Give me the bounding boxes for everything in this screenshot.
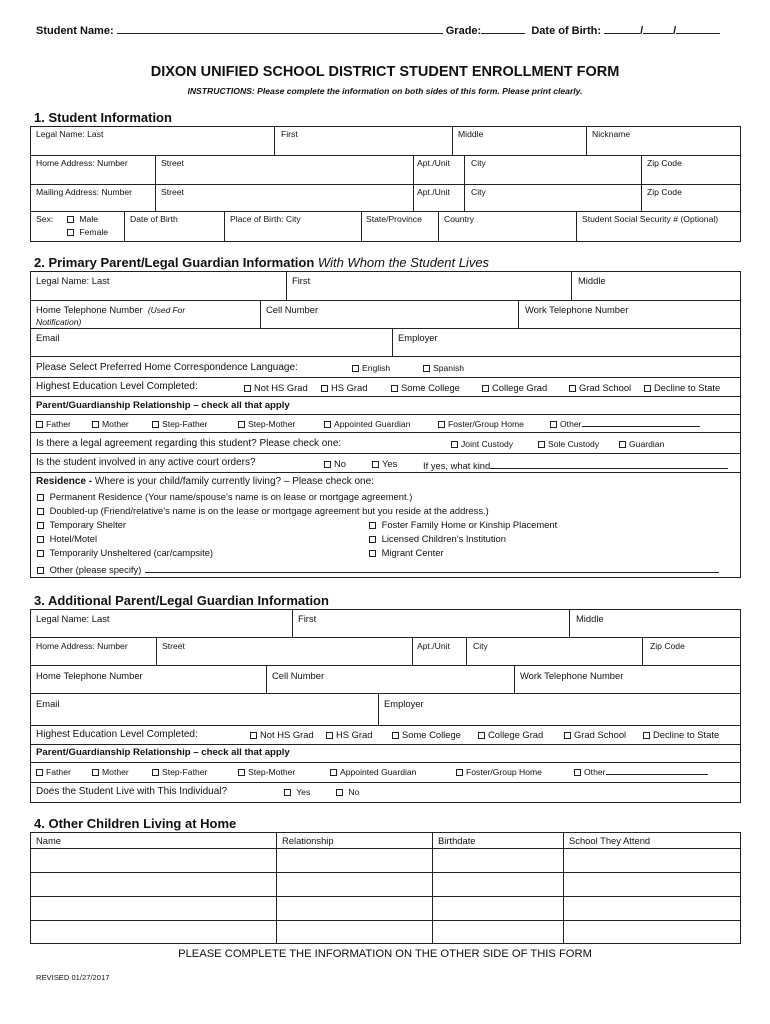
col-header-birthdate: Birthdate [438,835,476,846]
checkbox-icon [574,769,581,776]
residence-option-label: Migrant Center [381,547,444,558]
s1-pob-label: Place of Birth: City [230,214,301,224]
s3-edu-option[interactable] [326,729,372,740]
checkbox-icon [37,550,44,557]
s3-last-label: Legal Name: Last [36,613,110,624]
male-label: Male [79,214,99,224]
s3-cell-label: Cell Number [272,670,325,681]
s2-cell-label: Cell Number [266,304,319,315]
checkbox-icon [451,441,458,448]
checkbox-icon [369,536,376,543]
s2-rel-option[interactable] [438,419,524,429]
s1-sex-label: Sex: [36,214,54,224]
residence-option-label: Hotel/Motel [49,533,98,544]
s2-edu-option[interactable] [644,382,720,393]
residence-option-label: Permanent Residence (Your name/spouse’s name is on lease or mortgage agreement.) [49,491,413,502]
s2-edu-option[interactable] [482,382,547,393]
section-4-heading: 4. Other Children Living at Home [34,816,237,831]
checkbox-icon [478,732,485,739]
s2-edu-option[interactable] [569,382,631,393]
checkbox-icon [92,769,99,776]
residence-other-option[interactable] [37,564,719,575]
s3-edu-option[interactable] [478,729,543,740]
checkbox-icon [238,421,245,428]
legal-option-label: Guardian [629,439,665,449]
checkbox-icon [569,385,576,392]
checkbox-icon [37,567,44,574]
checkbox-icon [369,550,376,557]
dob-day-field[interactable] [643,33,673,34]
grade-field[interactable] [481,33,525,34]
legal-option-label: Joint Custody [461,439,514,449]
s3-edu-option[interactable] [250,729,314,740]
female-label: Female [79,227,109,237]
checkbox-icon [643,732,650,739]
dob-slash: / [640,25,644,37]
residence-option[interactable] [369,547,444,558]
s1-mail-zip-label: Zip Code [647,187,682,197]
rel-option-label: Foster/Group Home [466,767,542,777]
edu-option-label: HS Grad [336,729,373,740]
rel-option-label: Step-Father [162,767,208,777]
residence-other-label: Other (please specify) [49,564,142,575]
s2-rel-other-option[interactable] [550,419,700,429]
court-no-checkbox[interactable] [324,458,346,469]
checkbox-icon [36,421,43,428]
s3-edu-option[interactable] [392,729,461,740]
residence-other-field[interactable] [145,572,719,573]
checkbox-icon [372,461,379,468]
checkbox-icon [284,789,291,796]
s3-work-tel-label: Work Telephone Number [520,670,624,681]
s1-apt-label: Apt./Unit [417,158,450,168]
s3-rel-option[interactable] [456,767,542,777]
s2-rel-option[interactable] [324,419,410,429]
court-yes-label: Yes [382,458,398,469]
col-header-name: Name [36,835,62,846]
checkbox-icon [326,732,333,739]
checkbox-icon [482,385,489,392]
s3-rel-option[interactable] [36,767,71,777]
s3-apt-label: Apt./Unit [417,641,450,651]
checkbox-icon [336,789,343,796]
col-header-relationship: Relationship [282,835,334,846]
s2-rel-option[interactable] [238,419,295,429]
checkbox-icon [250,732,257,739]
checkbox-icon [456,769,463,776]
live-no-checkbox[interactable] [336,787,359,797]
grade-label: Grade: [445,25,482,37]
checkbox-icon [619,441,626,448]
legal-option-label: Sole Custody [548,439,600,449]
residence-option[interactable] [37,491,412,502]
checkbox-icon [37,508,44,515]
s3-rel-option[interactable] [152,767,207,777]
s1-mail-city-label: City [471,187,486,197]
checkbox-icon [369,522,376,529]
s3-middle-label: Middle [576,613,604,624]
s1-street-label: Street [161,158,184,168]
legal-option[interactable] [451,439,513,449]
dob-year-field[interactable] [676,33,720,34]
s1-ssn-label: Student Social Security # (Optional) [582,214,719,224]
court-kind [423,460,728,471]
checkbox-icon [152,769,159,776]
s2-home-tel-text: Home Telephone Number [36,304,143,315]
checkbox-icon [550,421,557,428]
rel-option-label: Foster/Group Home [448,419,524,429]
dob-slash: / [673,25,677,37]
s3-rel-option[interactable] [92,767,129,777]
residence-option[interactable] [369,533,506,544]
checkbox-icon [238,769,245,776]
s3-home-tel-label: Home Telephone Number [36,670,143,681]
rel-other-field[interactable] [606,774,708,775]
edu-option-label: HS Grad [331,382,368,393]
rel-option-label: Mother [102,767,129,777]
checkbox-icon [352,365,359,372]
dob-label: Date of Birth: [531,25,602,37]
live-yes-checkbox[interactable] [284,787,310,797]
edu-option-label: Decline to State [653,729,720,740]
s1-zip-label: Zip Code [647,158,682,168]
court-no-label: No [334,458,346,469]
residence-option[interactable] [369,519,557,530]
s2-education-question: Highest Education Level Completed: [36,381,198,392]
lang-english-label: English [362,363,391,373]
edu-option-label: Grad School [579,382,632,393]
s1-last-label: Legal Name: Last [36,129,104,139]
court-yes-checkbox[interactable] [372,458,397,469]
edu-option-label: College Grad [488,729,544,740]
rel-option-label: Step-Father [162,419,208,429]
dob-month-field[interactable] [604,33,640,34]
rel-option-label: Father [46,419,71,429]
rel-option-label: Father [46,767,71,777]
s1-mail-apt-label: Apt./Unit [417,187,450,197]
s3-edu-option[interactable] [643,729,719,740]
s3-street-label: Street [162,641,185,651]
checkbox-icon [37,536,44,543]
s1-middle-label: Middle [458,129,484,139]
top-line [36,25,720,37]
s2-home-tel-label [36,304,185,315]
checkbox-icon [37,494,44,501]
s3-rel-other-option[interactable] [574,767,708,777]
edu-option-label: Not HS Grad [254,382,308,393]
s2-legal-question: Is there a legal agreement regarding this student? Please check one: [36,438,342,449]
s2-relationship-question: Parent/Guardianship Relationship – check all that apply [36,400,290,411]
s2-court-question: Is the student involved in any active court orders? [36,457,256,468]
s2-rel-option[interactable] [92,419,129,429]
rel-option-label: Mother [102,419,129,429]
checkbox-icon [37,522,44,529]
s1-mail-street-label: Street [161,187,184,197]
s2-middle-label: Middle [578,275,606,286]
lang-spanish-checkbox[interactable] [423,363,464,373]
checkbox-icon [564,732,571,739]
s2-rel-option[interactable] [152,419,207,429]
s3-home-number-label: Home Address: Number [36,641,128,651]
checkbox-icon [391,385,398,392]
residence-question-text: Where is your child/family currently living? – Please check one: [94,476,374,487]
residence-option-label: Temporary Shelter [49,519,127,530]
revised-date: REVISED 01/27/2017 [36,973,110,982]
edu-option-label: College Grad [492,382,548,393]
legal-option[interactable] [619,439,664,449]
s2-email-label: Email [36,332,60,343]
live-yes-label: Yes [296,787,311,797]
checkbox-icon [321,385,328,392]
rel-option-label: Other [560,419,582,429]
s1-first-label: First [281,129,298,139]
checkbox-icon [324,461,331,468]
s1-city-label: City [471,158,486,168]
residence-option[interactable] [37,519,126,530]
s3-first-label: First [298,613,317,624]
s3-live-question: Does the Student Live with This Individual? [36,786,228,797]
col-header-school: School They Attend [569,835,651,846]
s3-employer-label: Employer [384,698,424,709]
edu-option-label: Some College [402,729,461,740]
section-1-heading: 1. Student Information [34,110,172,125]
s3-rel-option[interactable] [238,767,295,777]
checkbox-icon [538,441,545,448]
s3-education-question: Highest Education Level Completed: [36,729,198,740]
section-2-title: 2. Primary Parent/Legal Guardian Information [34,255,315,270]
rel-option-label: Step-Mother [248,767,296,777]
male-checkbox[interactable] [67,214,98,224]
s1-state-label: State/Province [366,214,422,224]
rel-option-label: Step-Mother [248,419,296,429]
lang-english-checkbox[interactable] [352,363,390,373]
checkbox-icon [644,385,651,392]
residence-option-label: Foster Family Home or Kinship Placement [381,519,558,530]
residence-option[interactable] [37,533,97,544]
s2-edu-option[interactable] [391,382,460,393]
residence-option-label: Doubled-up (Friend/relative’s name is on the lease or mortgage agreement but you reside at the address.) [49,505,489,516]
rel-option-label: Other [584,767,606,777]
court-kind-label: If yes, what kind [423,460,491,471]
checkbox-icon [67,216,74,223]
student-name-label: Student Name: [36,25,114,37]
residence-option-label: Licensed Children’s Institution [381,533,506,544]
s2-language-question: Please Select Preferred Home Correspondence Language: [36,362,298,373]
s1-dob-label: Date of Birth [130,214,178,224]
s2-home-tel-note: (Used For [147,305,186,315]
s2-rel-option[interactable] [36,419,71,429]
s3-email-label: Email [36,698,60,709]
checkbox-icon [244,385,251,392]
rel-option-label: Appointed Guardian [334,419,411,429]
s3-edu-option[interactable] [564,729,626,740]
section-2-heading [34,255,489,270]
checkbox-icon [92,421,99,428]
s2-notification-note: Notification) [36,317,82,327]
instructions: INSTRUCTIONS: Please complete the information on both sides of this form. Please print clearly. [187,86,583,96]
s3-rel-option[interactable] [330,767,416,777]
legal-option[interactable] [538,439,599,449]
section-3-heading: 3. Additional Parent/Legal Guardian Information [34,593,329,608]
residence-option[interactable] [37,547,213,558]
checkbox-icon [152,421,159,428]
female-checkbox[interactable] [67,227,108,237]
checkbox-icon [392,732,399,739]
section-2-subtitle: With Whom the Student Lives [317,255,490,270]
live-no-label: No [348,787,360,797]
checkbox-icon [67,229,74,236]
s2-employer-label: Employer [398,332,438,343]
s1-mail-number-label: Mailing Address: Number [36,187,133,197]
s3-relationship-question: Parent/Guardianship Relationship – check all that apply [36,747,290,758]
s2-edu-option[interactable] [244,382,308,393]
s1-country-label: Country [444,214,475,224]
checkbox-icon [438,421,445,428]
s1-nickname-label: Nickname [592,129,631,139]
footer-note: PLEASE COMPLETE THE INFORMATION ON THE OTHER SIDE OF THIS FORM [178,948,592,960]
s2-work-tel-label: Work Telephone Number [525,304,629,315]
edu-option-label: Not HS Grad [260,729,314,740]
lang-spanish-label: Spanish [433,363,465,373]
checkbox-icon [36,769,43,776]
edu-option-label: Grad School [574,729,627,740]
page-title: DIXON UNIFIED SCHOOL DISTRICT STUDENT ENROLLMENT FORM [150,64,620,80]
checkbox-icon [330,769,337,776]
s3-city-label: City [473,641,488,651]
checkbox-icon [423,365,430,372]
s2-residence-question [36,476,374,487]
rel-other-field[interactable] [582,426,700,427]
edu-option-label: Some College [401,382,460,393]
s2-first-label: First [292,275,311,286]
s2-edu-option[interactable] [321,382,367,393]
student-name-field[interactable] [117,33,443,34]
residence-option[interactable] [37,505,489,516]
s1-home-number-label: Home Address: Number [36,158,128,168]
residence-option-label: Temporarily Unsheltered (car/campsite) [49,547,214,558]
court-kind-field[interactable] [490,468,728,469]
rel-option-label: Appointed Guardian [340,767,417,777]
checkbox-icon [324,421,331,428]
s3-zip-label: Zip Code [650,641,685,651]
edu-option-label: Decline to State [654,382,721,393]
s2-last-label: Legal Name: Last [36,275,110,286]
residence-label: Residence - [36,476,93,487]
